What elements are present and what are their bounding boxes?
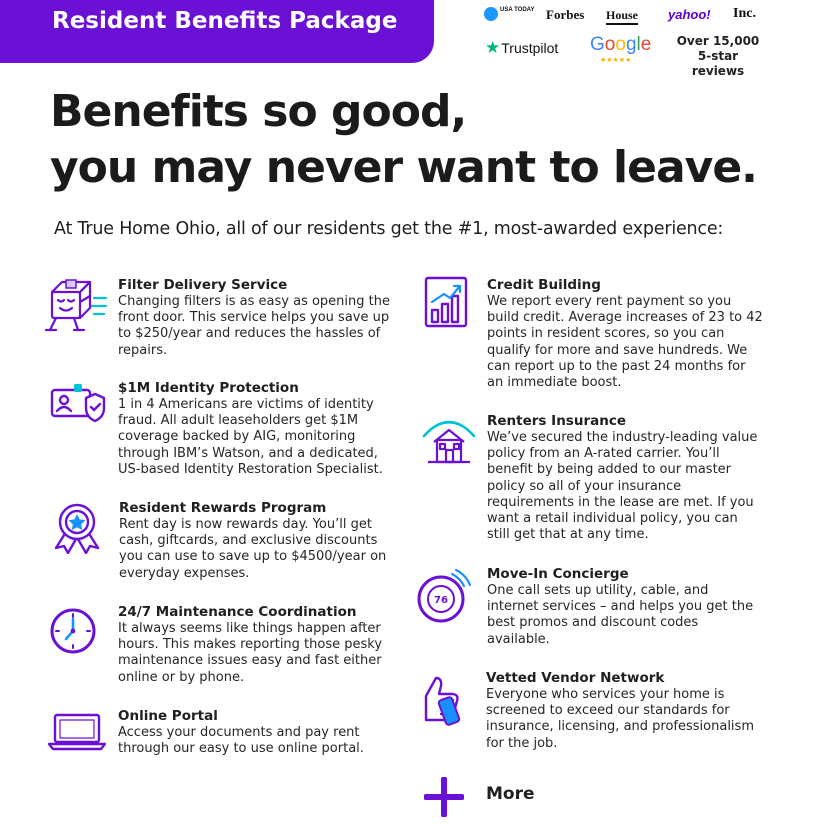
benefit-description — [486, 687, 754, 752]
benefit-title: Vetted Vendor Network — [486, 670, 665, 686]
google-letter: o — [615, 34, 626, 55]
benefit-description — [487, 583, 753, 648]
description-line: We’ve secured the industry-leading value — [487, 430, 758, 445]
house-logo: House — [606, 8, 638, 25]
description-line: online or by phone. — [118, 669, 245, 685]
description-line: hours. This makes reporting those pesky — [118, 637, 383, 653]
description-line: qualify for more and save hundreds. We — [487, 342, 748, 358]
id-shield-icon — [50, 382, 106, 424]
benefit-title: Resident Rewards Program — [119, 500, 327, 516]
description-line: want a retail individual policy, you can — [487, 511, 738, 527]
headline-line-2: you may never want to leave. — [50, 142, 757, 193]
benefit-description — [119, 517, 386, 582]
forbes-logo: Forbes — [546, 7, 585, 22]
description-line: to $250/year and reduces the hassles of — [118, 326, 381, 342]
google-letter: o — [604, 34, 616, 55]
google-letter: g — [625, 34, 637, 55]
page-title — [50, 84, 757, 196]
clock-icon — [48, 606, 98, 656]
description-line: front door. This service helps you save up — [118, 310, 390, 326]
benefit-vetted-vendors — [486, 670, 754, 752]
description-line: available. — [487, 631, 550, 647]
benefit-description — [118, 294, 390, 359]
description-line: policy so all of your insurance — [487, 478, 682, 494]
benefit-description — [118, 397, 383, 478]
house-umbrella-icon — [420, 412, 478, 468]
reviews-label: 5-star reviews — [691, 49, 745, 78]
benefit-description — [487, 294, 763, 391]
benefit-filter-delivery — [118, 277, 390, 359]
reviews-count: Over 15,000 — [676, 34, 760, 48]
description-line: fraud. All adult leaseholders get $1M — [118, 413, 359, 429]
benefit-description — [118, 725, 364, 757]
benefit-description — [487, 430, 757, 543]
google-letter: e — [640, 34, 652, 55]
reviews-badge — [670, 34, 766, 79]
benefit-credit-building — [487, 277, 763, 391]
benefit-title: Filter Delivery Service — [118, 277, 288, 293]
benefit-title: 24/7 Maintenance Coordination — [118, 604, 357, 620]
benefit-title: Online Portal — [118, 708, 218, 724]
description-line: cash, giftcards, and exclusive discounts — [119, 533, 378, 549]
description-line: you can use to save up to $4500/year on — [119, 549, 387, 565]
description-line: points in resident scores, so you can — [487, 326, 725, 342]
description-line: insurance, licensing, and professionalism — [486, 719, 754, 735]
description-line: build credit. Average increases of 23 to 42 — [487, 310, 763, 326]
description-line: US-based Identity Restoration Specialist. — [118, 461, 383, 477]
google-rating-stars: ★★★★★ — [600, 56, 632, 64]
description-line: internet services – and helps you get the — [487, 599, 754, 615]
description-line: for the job. — [486, 735, 558, 751]
description-line: coverage backed by AIG, monitoring — [118, 429, 356, 445]
intro-text: At True Home Ohio, all of our residents get the #1, most-awarded experience: — [54, 219, 724, 239]
banner-title: Resident Benefits Package — [52, 8, 398, 34]
description-line: through IBM’s Watson, and a dedicated, — [118, 445, 378, 461]
google-logo — [590, 34, 651, 56]
benefit-online-portal — [118, 708, 364, 757]
yahoo-logo: yahoo! — [668, 7, 711, 22]
laptop-icon — [48, 712, 106, 752]
description-line: everyday expenses. — [119, 565, 250, 581]
description-line: One call sets up utility, cable, and — [487, 583, 709, 598]
description-line: policy from an A-rated carrier. You’ll — [487, 446, 720, 462]
thumbs-up-icon — [412, 672, 468, 726]
description-line: best promos and discount codes — [487, 615, 699, 631]
description-line: repairs. — [118, 342, 168, 358]
description-line: benefit by being added to our master — [487, 462, 732, 478]
benefit-renters-insurance — [487, 413, 757, 543]
benefit-title: Credit Building — [487, 277, 601, 293]
trustpilot-logo: ★Trustpilot — [485, 38, 559, 57]
bar-chart-icon — [424, 276, 468, 328]
description-line: requirements in the lease are met. If you — [487, 494, 754, 510]
google-letter: G — [590, 34, 605, 55]
description-line: Everyone who services your home is — [486, 687, 725, 702]
description-line: We report every rent payment so you — [487, 294, 732, 309]
thermostat-reading: 76 — [434, 595, 448, 606]
benefit-title: Move-In Concierge — [487, 566, 629, 582]
award-ribbon-icon — [52, 502, 102, 554]
description-line: screened to exceed our standards for — [486, 703, 730, 719]
inc-logo: Inc. — [733, 6, 756, 21]
description-line: Access your documents and pay rent — [118, 725, 360, 740]
benefit-rewards-program — [119, 500, 386, 582]
description-line: an immediate boost. — [487, 375, 622, 391]
benefit-title: Renters Insurance — [487, 413, 626, 429]
benefit-title: $1M Identity Protection — [118, 380, 299, 396]
description-line: It always seems like things happen after — [118, 621, 381, 636]
benefit-identity-protection — [118, 380, 383, 478]
benefit-maintenance — [118, 604, 382, 686]
description-line: through our easy to use online portal. — [118, 741, 364, 757]
description-line: 1 in 4 Americans are victims of identity — [118, 397, 374, 412]
description-line: Rent day is now rewards day. You’ll get — [119, 517, 372, 532]
google-letter: l — [636, 34, 641, 55]
headline-line-1: Benefits so good, — [50, 86, 467, 137]
usa-today-logo-icon — [484, 7, 498, 21]
more-link[interactable]: More — [486, 784, 535, 804]
benefit-move-in-concierge — [487, 566, 753, 648]
benefit-description — [118, 621, 382, 686]
description-line: still get that at any time. — [487, 527, 649, 543]
description-line: maintenance issues easy and fast either — [118, 653, 382, 669]
usa-today-logo: USA TODAY — [500, 7, 535, 13]
description-line: can report up to the past 24 months for — [487, 358, 746, 374]
description-line: Changing filters is as easy as opening the — [118, 294, 390, 309]
plus-icon[interactable] — [424, 777, 464, 817]
trustpilot-star-icon: ★ — [485, 38, 501, 57]
header-banner — [0, 0, 434, 63]
filter-box-icon — [44, 278, 108, 336]
thermostat-icon — [414, 568, 472, 626]
